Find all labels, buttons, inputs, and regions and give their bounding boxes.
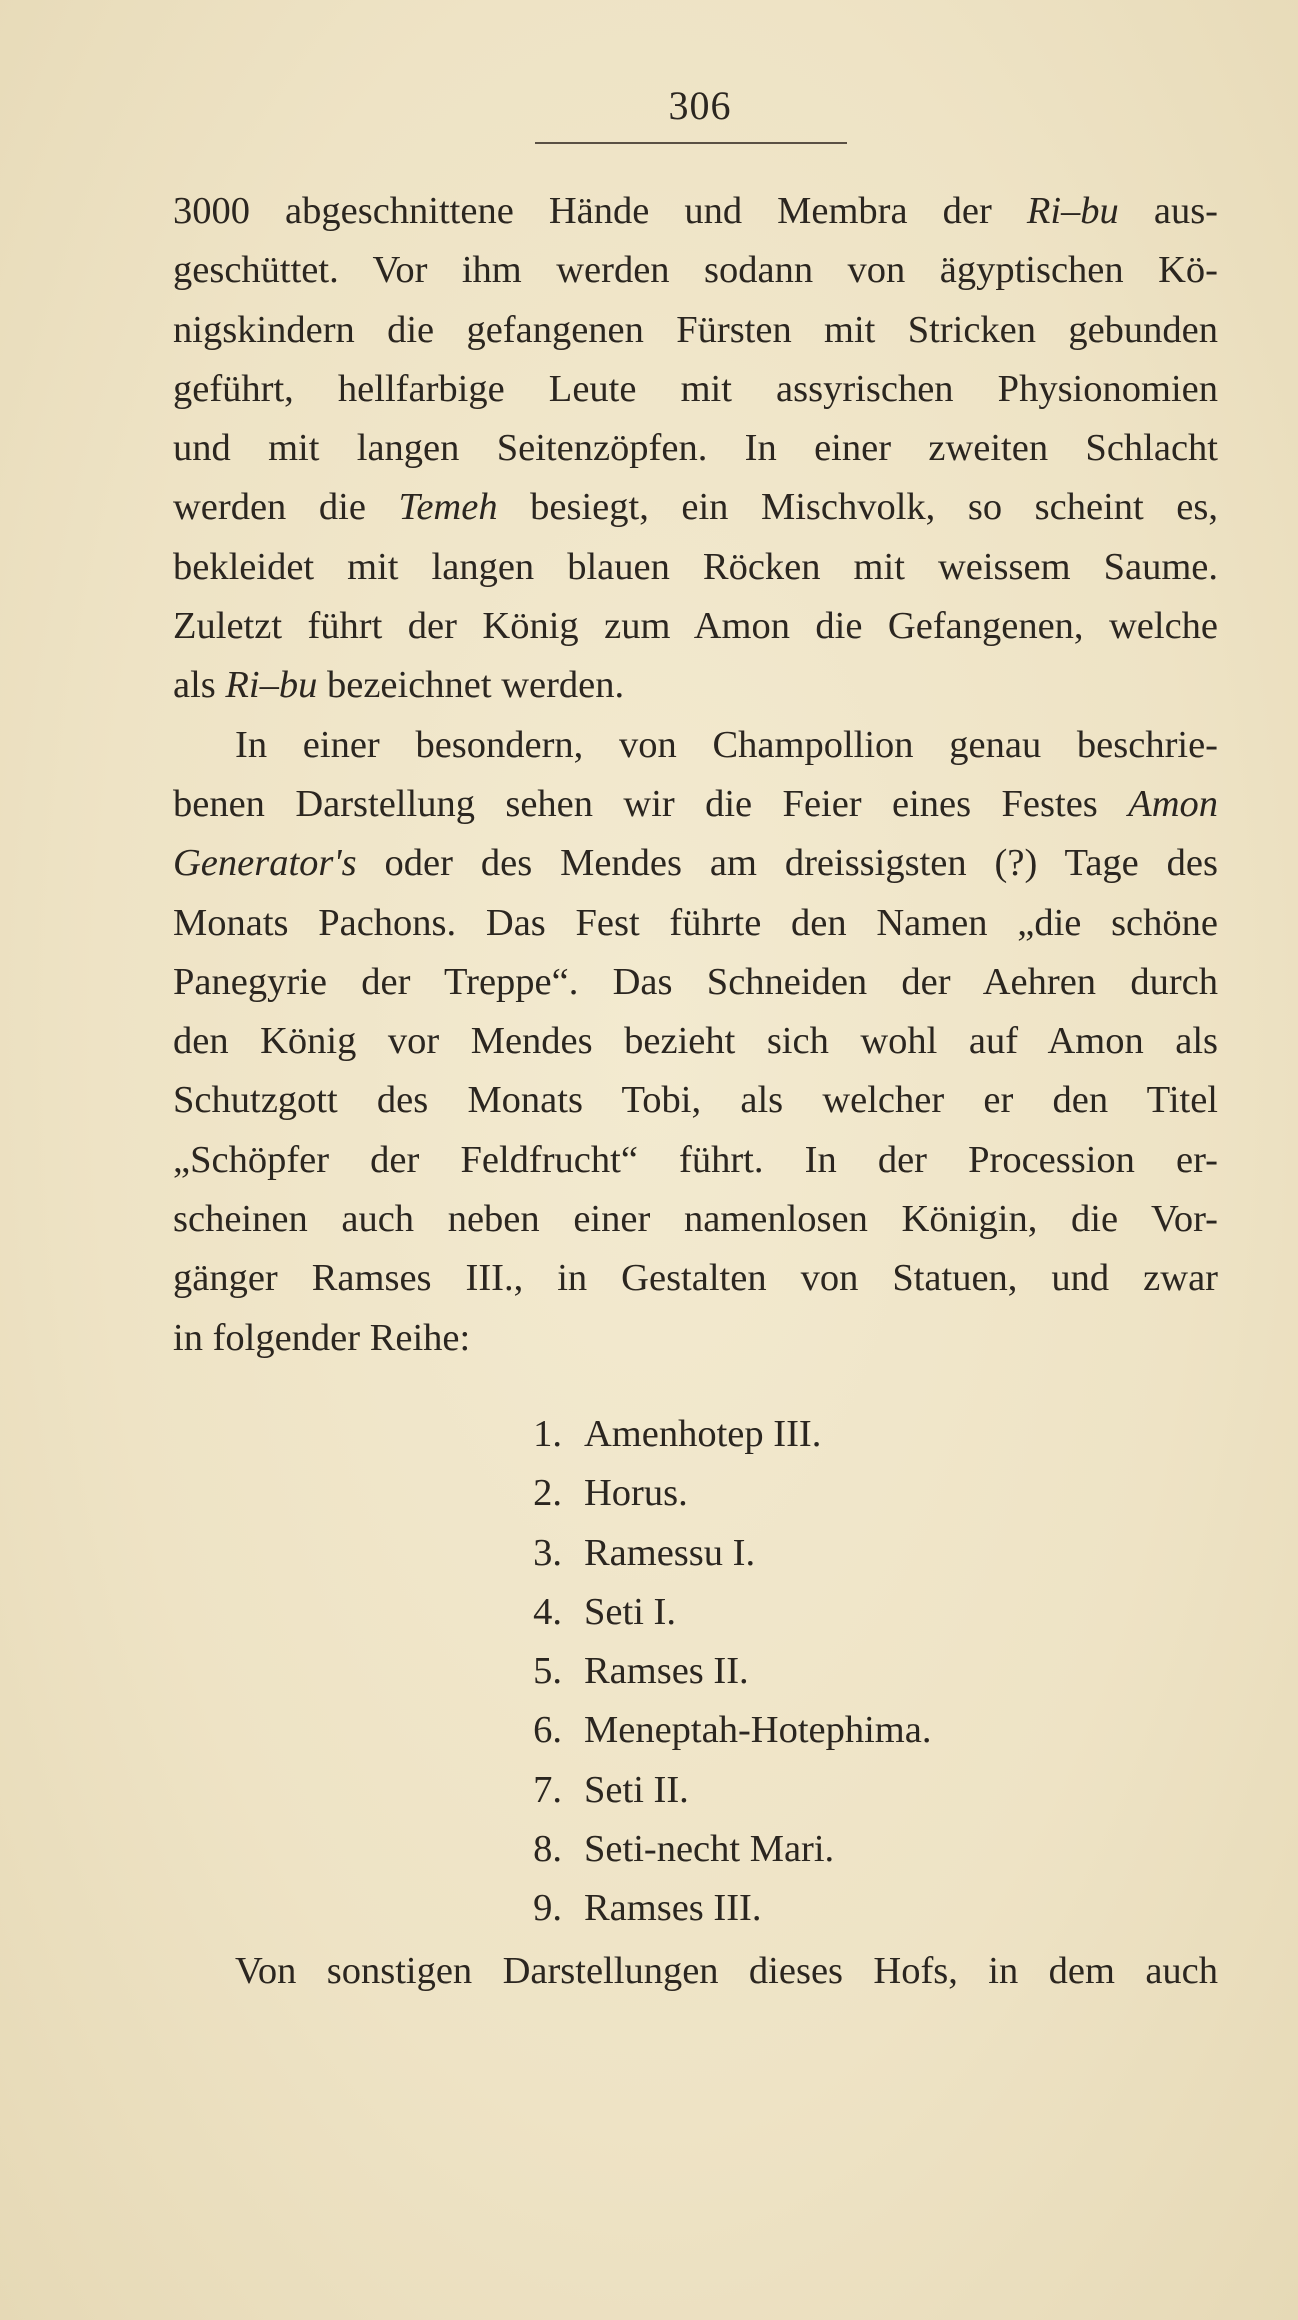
list-item: 7. Seti II. — [533, 1768, 689, 1811]
text-line: in folgender Reihe: — [173, 1316, 471, 1359]
list-item: 6. Meneptah-Hotephima. — [533, 1709, 932, 1752]
list-item: 8. Seti-necht Mari. — [533, 1828, 835, 1871]
text-line: Zuletzt führt der König zum Amon die Gefangenen, welche — [173, 605, 1218, 648]
text-line: werden die Temeh besiegt, ein Mischvolk, so scheint es, — [173, 486, 1218, 529]
text-line: nigskindern die gefangenen Fürsten mit Stricken gebunden — [173, 308, 1218, 351]
text-line: „Schöpfer der Feldfrucht“ führt. In der Procession er- — [173, 1138, 1218, 1181]
text-line: gänger Ramses III., in Gestalten von Statuen, und zwar — [173, 1257, 1218, 1300]
header-rule — [535, 142, 847, 144]
list-item: 1. Amenhotep III. — [533, 1413, 822, 1455]
text-line: In einer besondern, von Champollion genau beschrie- — [235, 723, 1218, 766]
list-item: 3. Ramessu I. — [533, 1531, 756, 1574]
text-line: scheinen auch neben einer namenlosen Königin, die Vor- — [173, 1198, 1218, 1241]
list-item: 2. Horus. — [533, 1472, 688, 1515]
italic-term: Amon — [1128, 782, 1218, 825]
italic-term: Ri–bu — [225, 664, 318, 707]
statue-list — [480, 1405, 931, 1939]
italic-term: Temeh — [398, 486, 498, 529]
paragraph-continuation — [173, 1942, 1218, 2001]
italic-term: Generator's — [173, 842, 357, 885]
list-item: 9. Ramses III. — [533, 1887, 762, 1930]
text-line: Von sonstigen Darstellungen dieses Hofs, in dem auch — [235, 1950, 1218, 1992]
text-line: Monats Pachons. Das Fest führte den Namen „die schöne — [173, 901, 1218, 944]
text-line: Generator's oder des Mendes am dreissigsten (?) Tage des — [173, 842, 1218, 885]
text-line: und mit langen Seitenzöpfen. In einer zweiten Schlacht — [173, 427, 1218, 470]
text-line: 3000 abgeschnittene Hände und Membra der Ri–bu aus- — [173, 190, 1218, 232]
text-line: Panegyrie der Treppe“. Das Schneiden der Aehren durch — [173, 960, 1218, 1003]
list-item: 5. Ramses II. — [533, 1650, 749, 1693]
text-line: den König vor Mendes bezieht sich wohl auf Amon als — [173, 1020, 1218, 1063]
text-line: geschüttet. Vor ihm werden sodann von ägyptischen Kö- — [173, 249, 1218, 292]
page-number: 306 — [668, 83, 732, 128]
text-line: bekleidet mit langen blauen Röcken mit weissem Saume. — [173, 545, 1218, 588]
text-line: als Ri–bu bezeichnet werden. — [173, 664, 625, 707]
italic-term: Ri–bu — [1026, 190, 1119, 232]
paragraph-battle — [173, 182, 1218, 1368]
text-line: benen Darstellung sehen wir die Feier eines Festes Amon — [173, 782, 1218, 825]
text-line: geführt, hellfarbige Leute mit assyrischen Physionomien — [173, 367, 1218, 410]
text-line: Schutzgott des Monats Tobi, als welcher er den Titel — [173, 1079, 1218, 1122]
list-item: 4. Seti I. — [533, 1590, 676, 1633]
